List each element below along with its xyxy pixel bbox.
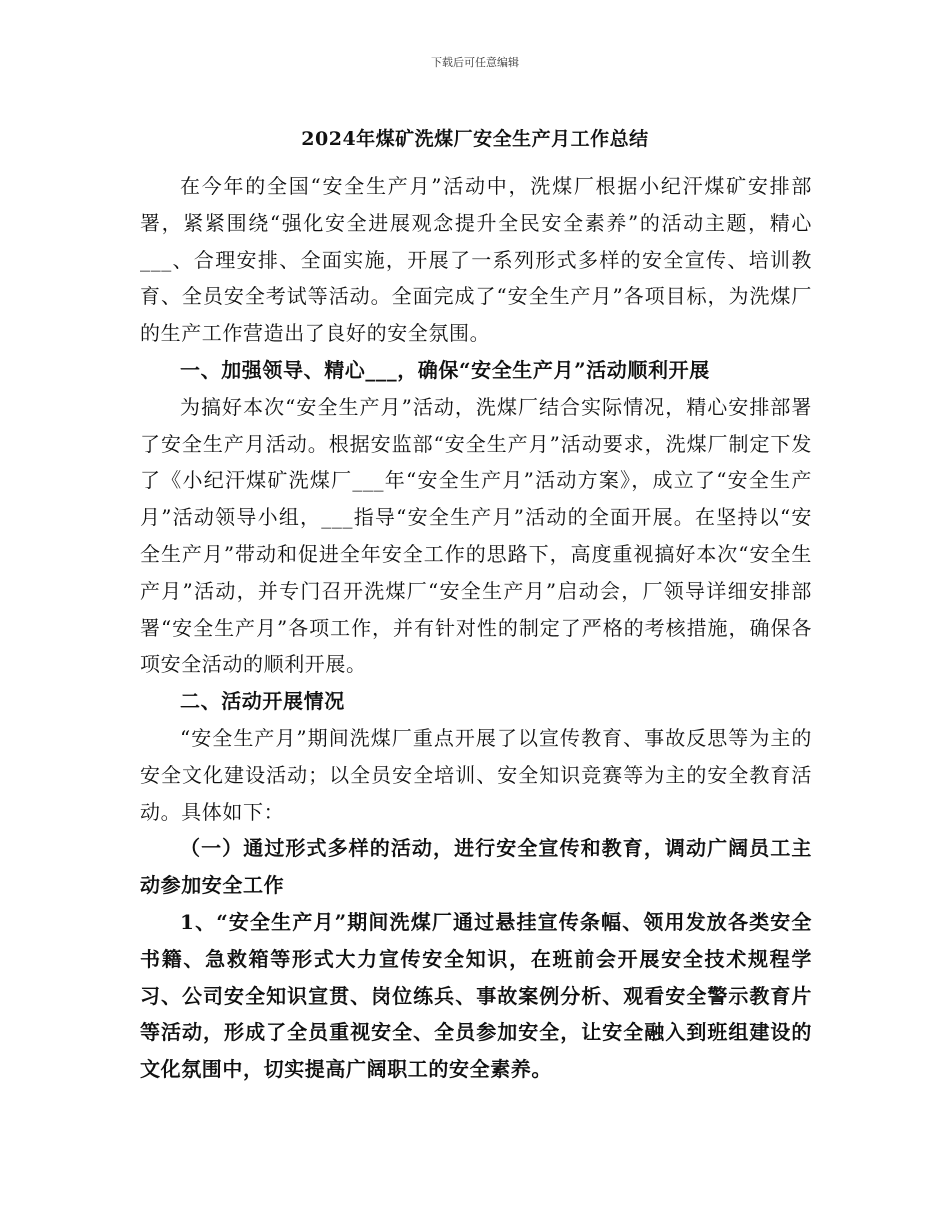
- page-header: 下载后可任意编辑: [431, 56, 519, 69]
- section-heading-2: 二、活动开展情况: [180, 689, 345, 714]
- document-title: 2024年煤矿洗煤厂安全生产月工作总结: [301, 128, 649, 150]
- document-body: [140, 168, 812, 1088]
- paragraph-section-1: 为搞好本次“安全生产月”活动，洗煤厂结合实际情况，精心安排部署了安全生产月活动。根据安监部“安全生产月”活动要求，洗煤厂制定下发了《小纪汗煤矿洗煤厂___年“安全生产月”活动方案》，成立了“安全生产月”活动领导小组，___指导“安全生产月”活动的全面开展。在坚持以“安全生产月”带动和促进全年安全工作的思路下，高度重视搞好本次“安全生产月”活动，并专门召开洗煤厂“安全生产月”启动会，厂领导详细安排部署“安全生产月”各项工作，并有针对性的制定了严格的考核措施，确保各项安全活动的顺利开展。: [140, 394, 812, 677]
- paragraph-section-2: “安全生产月”期间洗煤厂重点开展了以宣传教育、事故反思等为主的安全文化建设活动；以全员安全培训、安全知识竞赛等为主的安全教育活动。具体如下：: [140, 725, 812, 824]
- paragraph-item-1: 1、“安全生产月”期间洗煤厂通过悬挂宣传条幅、领用发放各类安全书籍、急救箱等形式大力宣传安全知识，在班前会开展安全技术规程学习、公司安全知识宣贯、岗位练兵、事故案例分析、观看安全警示教育片等活动，形成了全员重视安全、全员参加安全，让安全融入到班组建设的文化氛围中，切实提高广阔职工的安全素养。: [140, 909, 812, 1082]
- paragraph-intro: 在今年的全国“安全生产月”活动中，洗煤厂根据小纪汗煤矿安排部署，紧紧围绕“强化安全进展观念提升全民安全素养”的活动主题，精心___、合理安排、全面实施，开展了一系列形式多样的安全宣传、培训教育、全员安全考试等活动。全面完成了“安全生产月”各项目标，为洗煤厂的生产工作营造出了良好的安全氛围。: [140, 174, 812, 346]
- section-heading-1: 一、加强领导、精心___，确保“安全生产月”活动顺利开展: [180, 357, 710, 382]
- subsection-heading-1: （一）通过形式多样的活动，进行安全宣传和教育，调动广阔员工主动参加安全工作: [140, 836, 812, 898]
